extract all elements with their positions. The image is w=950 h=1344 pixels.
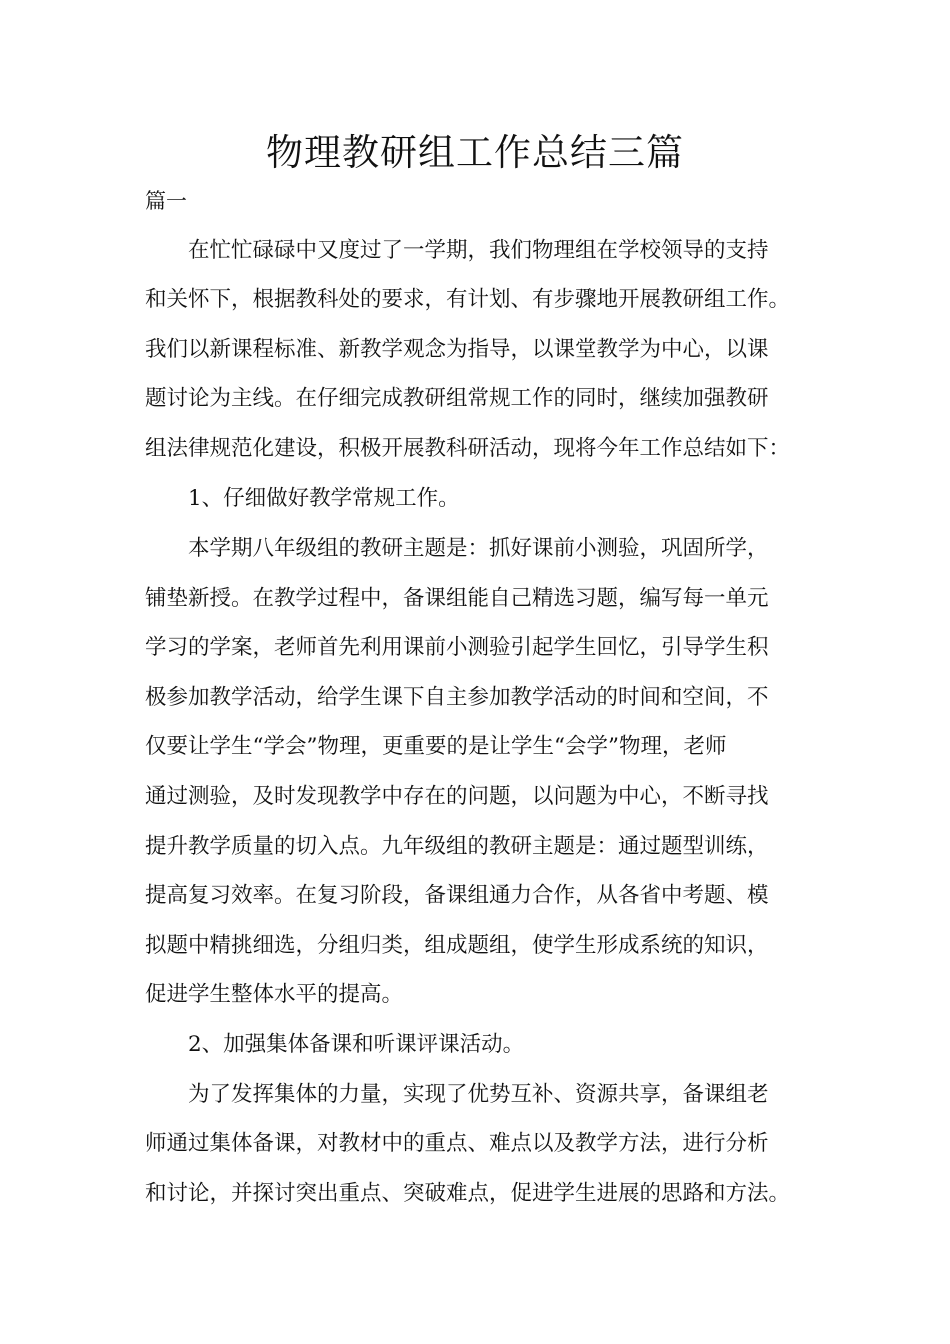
paragraph-line: 极参加教学活动，给学生课下自主参加教学活动的时间和空间，不 [145,685,769,710]
paragraph-line: 我们以新课程标准、新教学观念为指导，以课堂教学为中心，以课 [145,337,769,362]
item-heading: 2、加强集体备课和听课评课活动。 [188,1032,525,1057]
paragraph-line: 提高复习效率。在复习阶段，备课组通力合作，从各省中考题、模 [145,883,769,908]
paragraph-line: 和讨论，并探讨突出重点、突破难点，促进学生进展的思路和方法。 [145,1181,791,1206]
paragraph-line: 在忙忙碌碌中又度过了一学期，我们物理组在学校领导的支持 [188,238,769,263]
document-title: 物理教研组工作总结三篇 [266,131,684,174]
paragraph-line: 拟题中精挑细选，分组归类，组成题组，使学生形成系统的知识， [145,933,769,958]
paragraph-line: 为了发挥集体的力量，实现了优势互补、资源共享，备课组老 [188,1082,769,1107]
paragraph-line: 和关怀下，根据教科处的要求，有计划、有步骤地开展教研组工作。 [145,287,791,312]
paragraph-line: 本学期八年级组的教研主题是：抓好课前小测验，巩固所学， [188,536,769,561]
paragraph-line: 提升教学质量的切入点。九年级组的教研主题是：通过题型训练， [145,834,769,859]
section-label: 篇一 [145,189,187,213]
paragraph-line: 仅要让学生“学会”物理，更重要的是让学生“会学”物理，老师 [145,734,727,759]
paragraph-line: 学习的学案，老师首先利用课前小测验引起学生回忆，引导学生积 [145,635,769,660]
paragraph-line: 组法律规范化建设，积极开展教科研活动，现将今年工作总结如下： [145,436,791,461]
paragraph-line: 师通过集体备课，对教材中的重点、难点以及教学方法，进行分析 [145,1131,769,1156]
paragraph-line: 铺垫新授。在教学过程中，备课组能自己精选习题，编写每一单元 [145,586,769,611]
item-heading: 1、仔细做好教学常规工作。 [188,486,460,511]
paragraph-line: 通过测验，及时发现教学中存在的问题，以问题为中心，不断寻找 [145,784,769,809]
paragraph-line: 题讨论为主线。在仔细完成教研组常规工作的同时，继续加强教研 [145,386,769,411]
paragraph-line: 促进学生整体水平的提高。 [145,982,404,1007]
